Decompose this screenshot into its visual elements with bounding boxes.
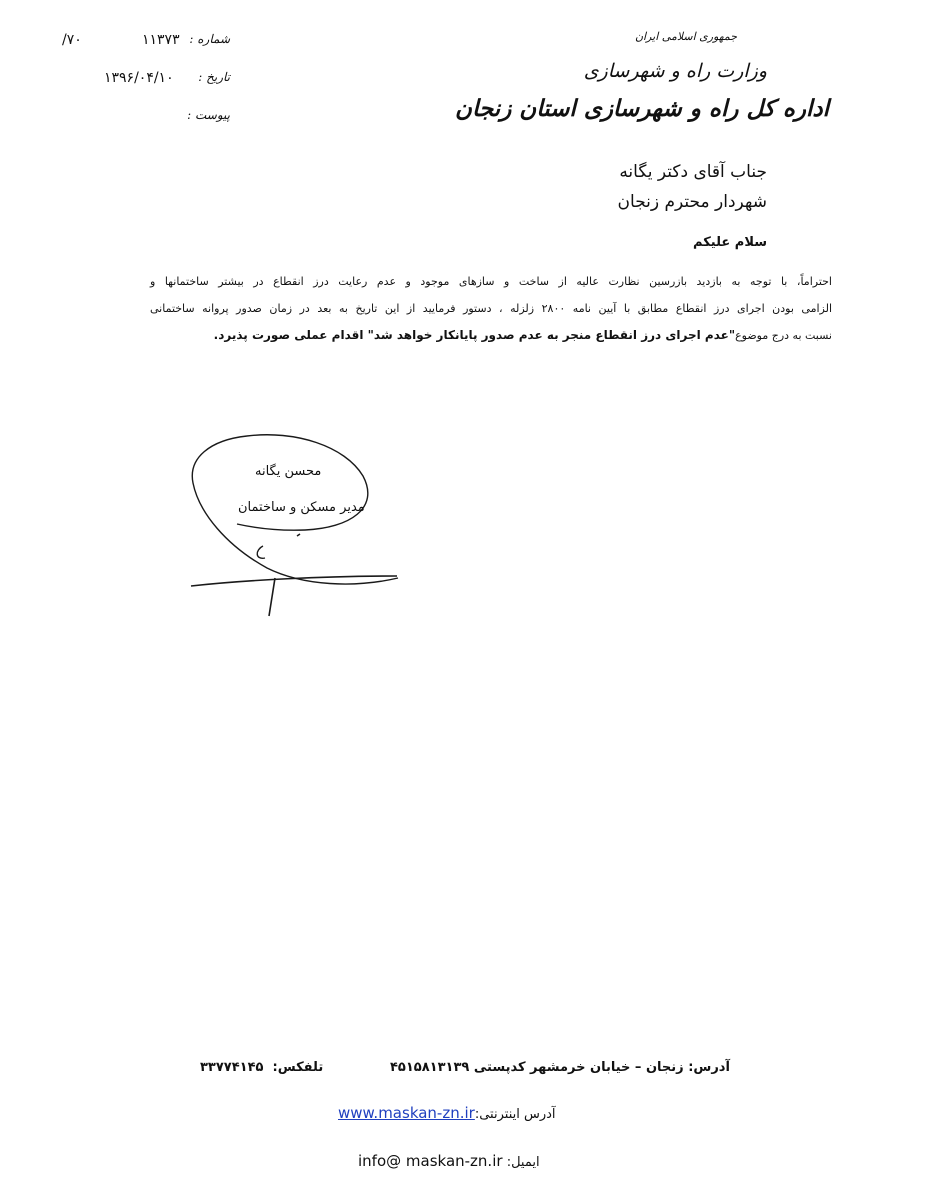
greeting: سلام علیکم (693, 235, 767, 250)
letter-number-row (60, 32, 230, 54)
footer-fax-label: تلفکس: (272, 1060, 324, 1075)
footer-address (390, 1060, 730, 1075)
recipient-line-1: جناب آقای دکتر یگانه (619, 162, 767, 182)
office-title: اداره کل راه و شهرسازی استان زنجان (455, 95, 829, 122)
letter-date: ۱۳۹۶/۰۴/۱۰ (104, 70, 174, 86)
website-link[interactable]: www.maskan-zn.ir (338, 1104, 475, 1122)
footer-address-label: آدرس: (688, 1060, 730, 1075)
letter-body-line-3 (150, 322, 832, 349)
footer-fax (200, 1060, 323, 1075)
email-address[interactable]: info@ maskan-zn.ir (358, 1152, 503, 1170)
republic-title: جمهوری اسلامی ایران (634, 30, 737, 43)
ministry-title: وزارت راه و شهرسازی (583, 60, 767, 82)
footer-website-label: آدرس اینترنتی: (474, 1107, 556, 1122)
footer-email (358, 1152, 540, 1170)
letter-body-line-2: الزامی بودن اجرای درز انقطاع مطابق با آیین نامه ۲۸۰۰ زلزله ، دستور فرمایید از این تاریخ به بعد در زمان صدور پروانه ساختمانی (150, 302, 833, 315)
letter-number: ۱۱۳۷۳ (142, 32, 180, 48)
footer-address-value: زنجان – خیابان خرمشهر کدپستی ۴۵۱۵۸۱۳۱۳۹ (390, 1060, 684, 1075)
letter-body-line-3-normal: نسبت به درج موضوع (735, 329, 832, 342)
letter-number-prefix: ۷۰/ (62, 32, 82, 48)
footer-email-label: ایمیل: (506, 1155, 540, 1170)
letter-number-label: شماره : (189, 32, 230, 46)
attachment-row (160, 108, 230, 130)
footer-website (338, 1104, 556, 1122)
recipient-line-2: شهردار محترم زنجان (617, 192, 767, 212)
letter-body (150, 268, 832, 349)
letter-date-label: تاریخ : (198, 70, 230, 84)
letter-date-row (100, 70, 230, 92)
signatory-name: محسن یگانه (255, 464, 322, 479)
attachment-label: پیوست : (187, 108, 230, 122)
letter-body-line-3-bold: "عدم اجرای درز انقطاع منجر به عدم صدور پایانکار خواهد شد" اقدام عملی صورت پذیرد. (213, 328, 736, 342)
footer-fax-value: ۳۳۷۷۴۱۴۵ (200, 1060, 264, 1075)
signatory-title: مدیر مسکن و ساختمان (238, 500, 365, 515)
signature-scribble (185, 428, 410, 628)
letter-body-line-1: احتراماً، با توجه به بازدید بازرسین نظارت عالیه از ساخت و سازهای موجود و عدم رعایت درز انقطاع در بیشتر ساختمانها و (150, 275, 832, 288)
